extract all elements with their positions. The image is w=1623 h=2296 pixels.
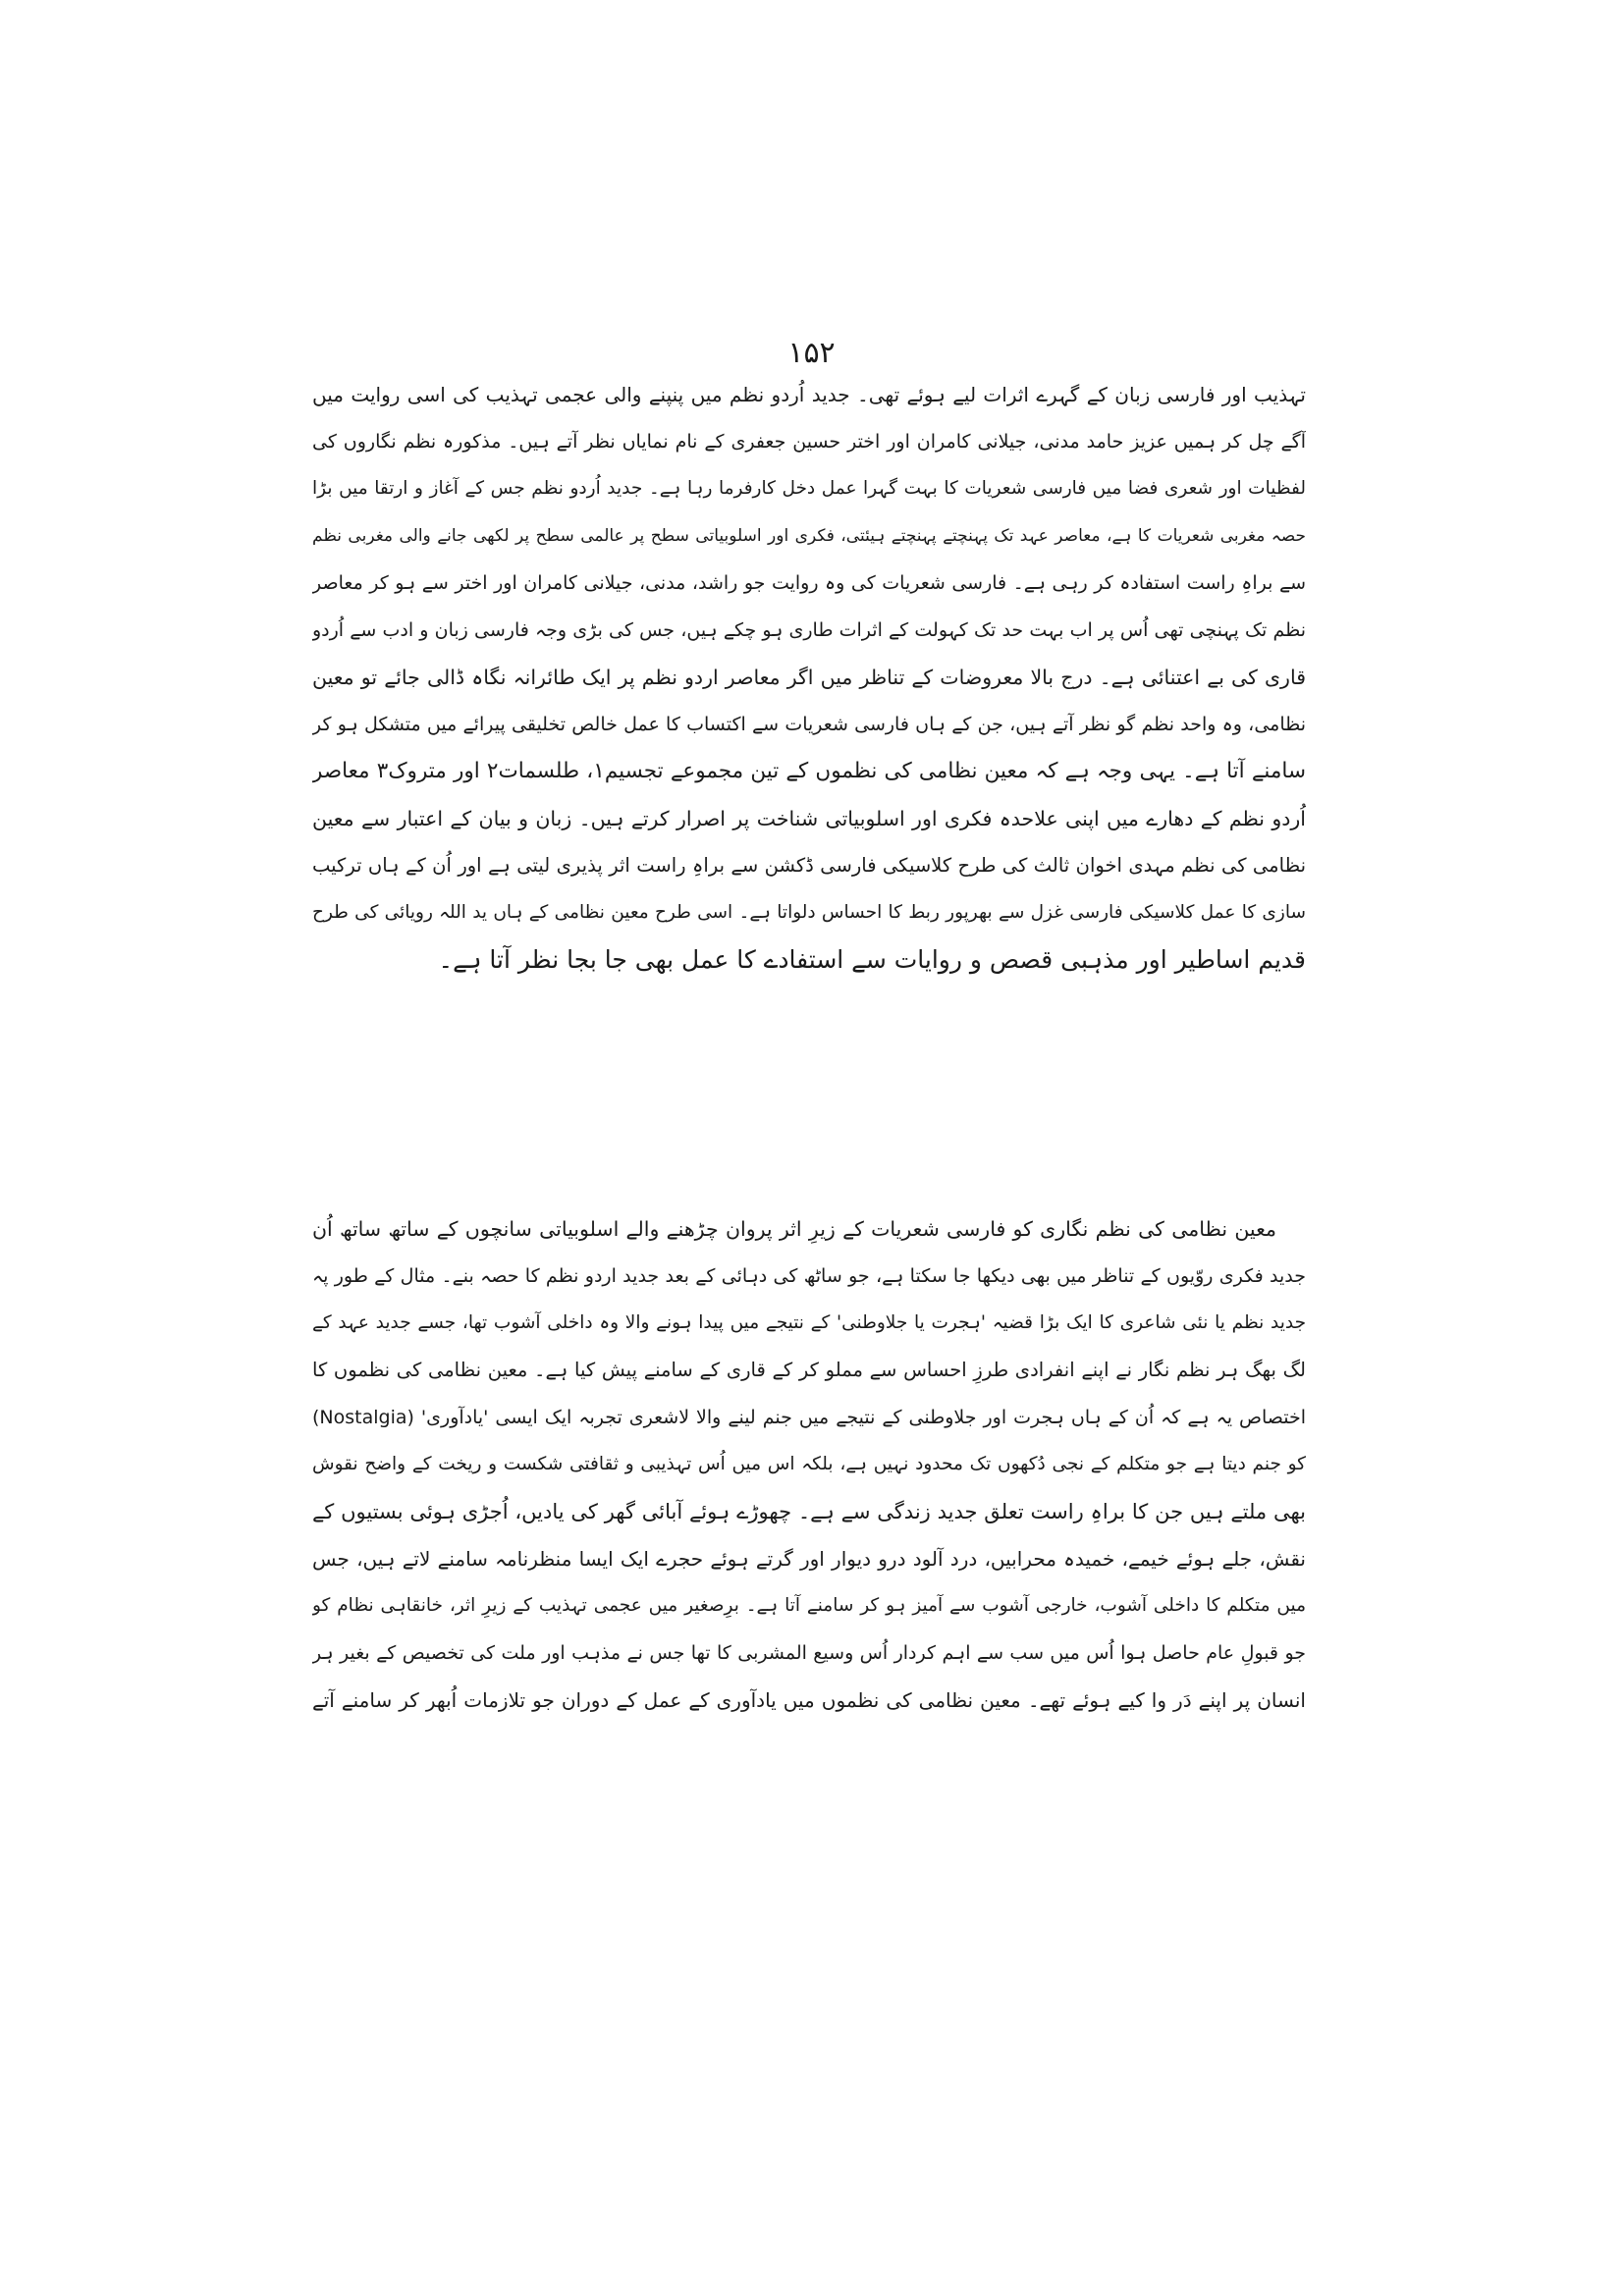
text-line: آگے چل کر ہمیں عزیز حامد مدنی، جیلانی کامران اور اختر حسین جعفری کے نام نمایاں نظر آتے ہیں۔ مذکورہ نظم نگاروں کی [312,431,1306,453]
text-line: سامنے آتا ہے۔ یہی وجہ ہے کہ معین نظامی کی نظموں کے تین مجموعے تجسیم۱، طلسمات۲ اور متروک۳ معاصر [312,759,1306,783]
text-line: سازی کا عمل کلاسیکی فارسی غزل سے بھرپور ربط کا احساس دلواتا ہے۔ اسی طرح معین نظامی کے ہاں ید اللہ رویائی کی طرح [312,902,1306,923]
text-line: انسان پر اپنے دَر وا کیے ہوئے تھے۔ معین نظامی کی نظموں میں یادآوری کے عمل کے دوران جو تلازمات اُبھر کر سامنے آتے [312,1688,1306,1712]
page-number: ۱۵۲ [787,336,836,370]
text-line: جدید نظم یا نئی شاعری کا ایک بڑا قضیہ 'ہجرت یا جلاوطنی' کے نتیجے میں پیدا ہونے والا وہ داخلی آشوب تھا، جسے جدید عہد کے [312,1312,1306,1333]
text-line: نظامی، وہ واحد نظم گو نظر آتے ہیں، جن کے ہاں فارسی شعریات سے اکتساب کا عمل خالص تخلیقی پیرائے میں متشکل ہو کر [312,714,1306,735]
text-line: قدیم اساطیر اور مذہبی قصص و روایات سے استفادے کا عمل بھی جا بجا نظر آتا ہے۔ [438,945,1306,974]
text-line: سے براہِ راست استفادہ کر رہی ہے۔ فارسی شعریات کی وہ روایت جو راشد، مدنی، جیلانی کامران اور اختر سے ہو کر معاصر [312,572,1306,594]
text-line: نظم تک پہنچی تھی اُس پر اب بہت حد تک کہولت کے اثرات طاری ہو چکے ہیں، جس کی بڑی وجہ فارسی زبان و ادب سے اُردو [312,619,1306,641]
text-line: نظامی کی نظم مہدی اخوان ثالث کی طرح کلاسیکی فارسی ڈکشن سے براہِ راست اثر پذیری لیتی ہے اور اُن کے ہاں ترکیب [312,854,1306,877]
paragraph-1 [312,371,1306,984]
text-line: تہذیب اور فارسی زبان کے گہرے اثرات لیے ہوئے تھی۔ جدید اُردو نظم میں پنپنے والی عجمی تہذیب کی اسی روایت میں [312,383,1306,406]
text-line: کو جنم دیتا ہے جو متکلم کے نجی دُکھوں تک محدود نہیں ہے، بلکہ اس میں اُس تہذیبی و ثقافتی شکست و ریخت کے واضح نقوش [312,1454,1306,1474]
text-line: قاری کی بے اعتنائی ہے۔ درج بالا معروضات کے تناظر میں اگر معاصر اردو نظم پر ایک طائرانہ نگاہ ڈالی جائے تو معین [312,666,1306,689]
text-line: اُردو نظم کے دھارے میں اپنی علاحدہ فکری اور اسلوبیاتی شناخت پر اصرار کرتے ہیں۔ زبان و بیان کے اعتبار سے معین [312,807,1306,830]
text-line: بھی ملتے ہیں جن کا براہِ راست تعلق جدید زندگی سے ہے۔ چھوڑے ہوئے آبائی گھر کی یادیں، اُجڑی ہوئی بستیوں کے [312,1500,1306,1523]
text-line: میں متکلم کا داخلی آشوب، خارجی آشوب سے آمیز ہو کر سامنے آتا ہے۔ برِصغیر میں عجمی تہذیب کے زیرِ اثر، خانقاہی نظام کو [312,1595,1306,1616]
text-line: اختصاص یہ ہے کہ اُن کے ہاں ہجرت اور جلاوطنی کے نتیجے میں جنم لینے والا لاشعری تجربہ ایک ایسی 'یادآوری' (Nostalgia) [312,1407,1306,1428]
text-line: حصہ مغربی شعریات کا ہے، معاصر عہد تک پہنچتے پہنچتے ہیئتی، فکری اور اسلوبیاتی سطح پر عالمی سطح پر لکھی جانے والی مغربی نظم [312,526,1306,546]
text-line: جو قبولِ عام حاصل ہوا اُس میں سب سے اہم کردار اُس وسیع المشربی کا تھا جس نے مذہب اور ملت کی تخصیص کے بغیر ہر [312,1642,1306,1664]
text-line: معین نظامی کی نظم نگاری کو فارسی شعریات کے زیرِ اثر پروان چڑھنے والے اسلوبیاتی سانچوں کے ساتھ ساتھ اُن [312,1217,1276,1241]
text-line: نقش، جلے ہوئے خیمے، خمیدہ محرابیں، درد آلود درو دیوار اور گرتے ہوئے حجرے ایک ایسا منظرنامہ سامنے لاتے ہیں، جس [312,1547,1306,1571]
text-line: لگ بھگ ہر نظم نگار نے اپنے انفرادی طرزِ احساس سے مملو کر کے قاری کے سامنے پیش کیا ہے۔ معین نظامی کی نظموں کا [312,1359,1306,1381]
text-line: جدید فکری روّیوں کے تناظر میں بھی دیکھا جا سکتا ہے، جو ساٹھ کی دہائی کے بعد جدید اردو نظم کا حصہ بنے۔ مثال کے طور پہ [312,1265,1306,1287]
paragraph-2 [312,1205,1306,1724]
text-line: لفظیات اور شعری فضا میں فارسی شعریات کا بہت گہرا عمل دخل کارفرما رہا ہے۔ جدید اُردو نظم جس کے آغاز و ارتقا میں بڑا [312,478,1306,499]
